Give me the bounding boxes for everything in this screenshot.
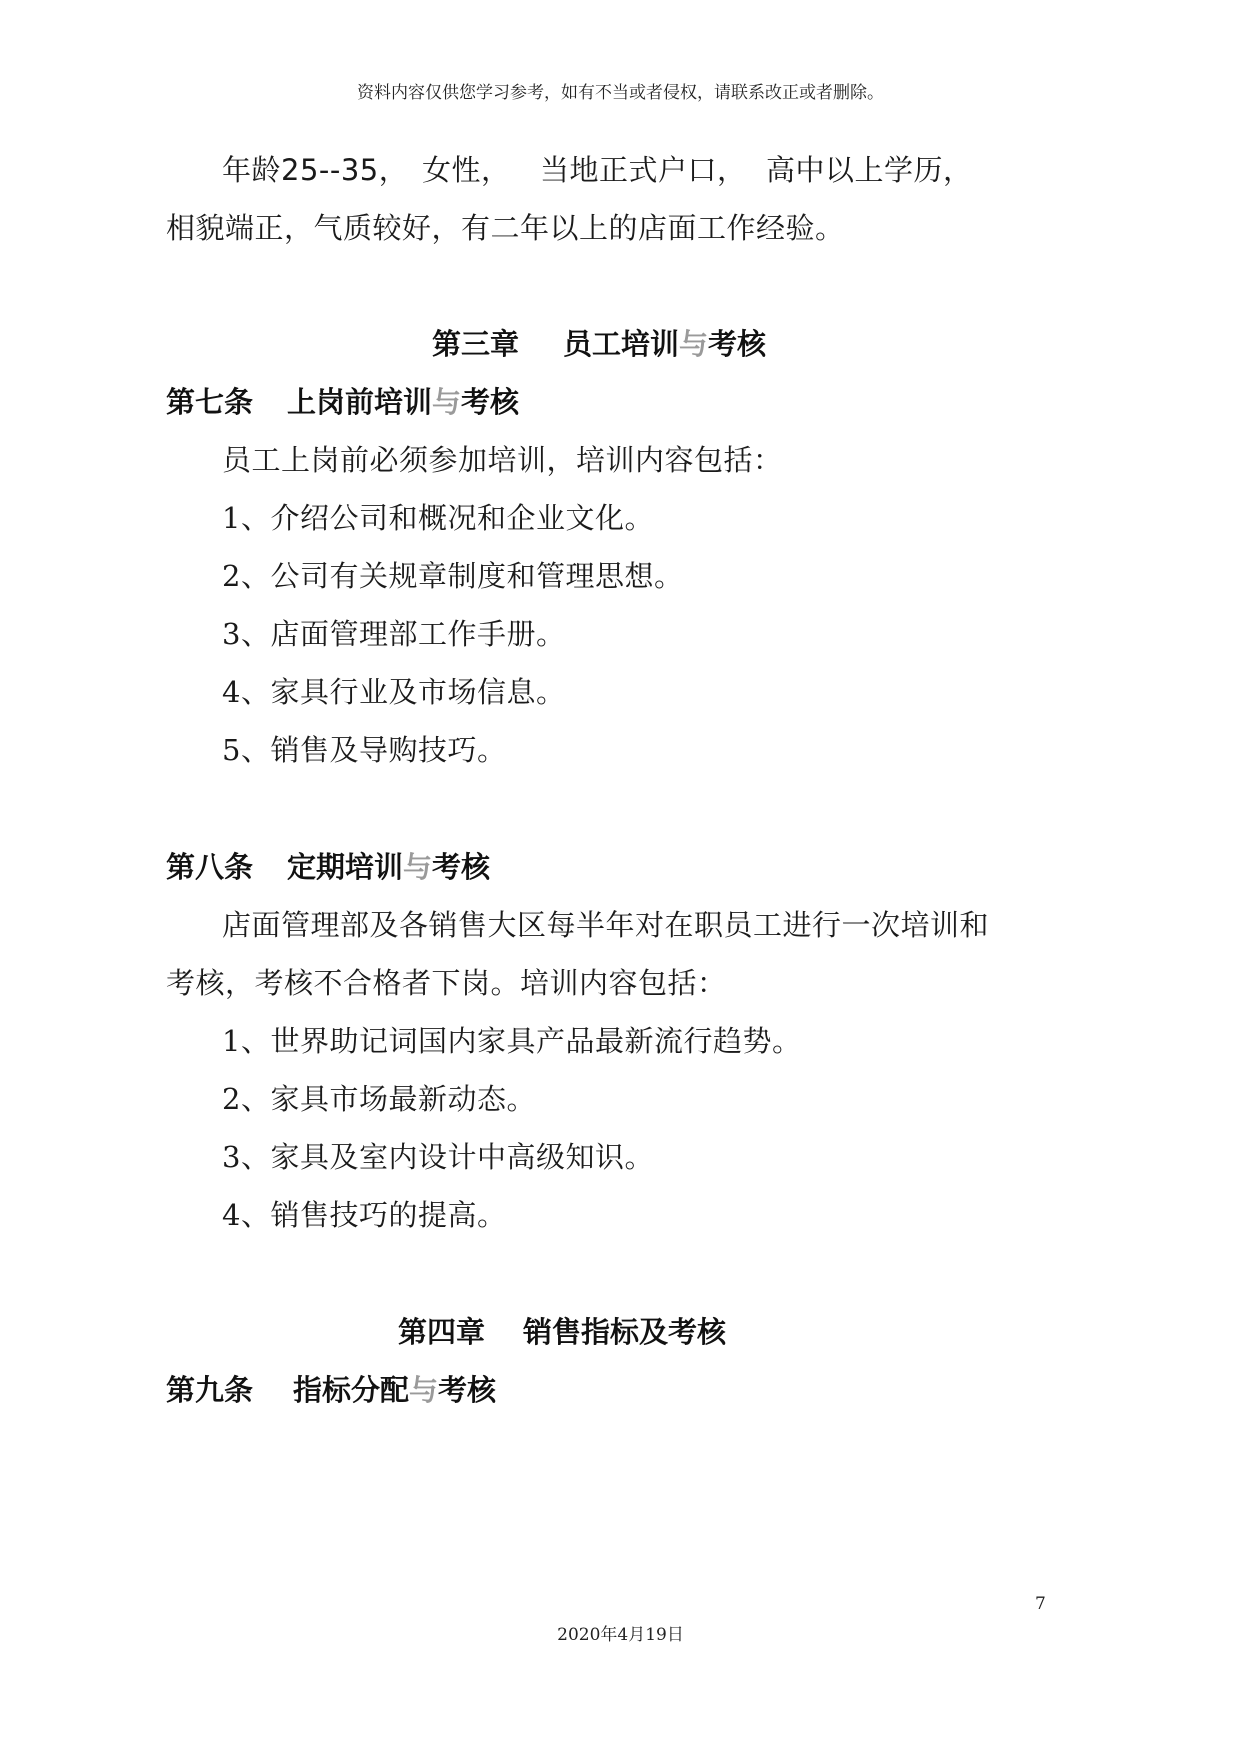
list-item: 1、介绍公司和概况和企业文化。: [222, 501, 654, 535]
intro-hukou: 当地正式户口，: [540, 153, 747, 187]
article-8-lead-2: 考核，考核不合格者下岗。培训内容包括：: [166, 966, 727, 1000]
article-7-number: 第七条: [166, 385, 254, 419]
article-7-heading: [166, 380, 519, 421]
intro-line-2: 相貌端正，气质较好，有二年以上的店面工作经验。: [166, 211, 845, 245]
chapter-4-title: 销售指标及考核: [523, 1315, 727, 1349]
footer-date: 2020年4月19日: [557, 1625, 684, 1645]
list-item: 1、世界助记词国内家具产品最新流行趋势。: [222, 1024, 802, 1058]
article-8-heading: [166, 845, 490, 886]
article-9-title: 指标分配与考核: [293, 1373, 497, 1407]
intro-age: 年龄25--35，: [222, 153, 409, 187]
page-header: 资料内容仅供您学习参考，如有不当或者侵权，请联系改正或者删除。: [357, 83, 884, 103]
list-item: 4、家具行业及市场信息。: [222, 675, 566, 709]
article-8-number: 第八条: [166, 850, 254, 884]
article-7-title: 上岗前培训与考核: [287, 385, 520, 419]
article-9-heading: [166, 1368, 496, 1409]
chapter-4-heading: [398, 1310, 726, 1351]
list-item: 3、家具及室内设计中高级知识。: [222, 1140, 654, 1174]
intro-education: 高中以上学历，: [766, 153, 973, 187]
list-item: 2、公司有关规章制度和管理思想。: [222, 559, 684, 593]
chapter-3-number: 第三章: [432, 327, 520, 361]
article-7-lead: 员工上岗前必须参加培训，培训内容包括：: [222, 443, 783, 477]
article-9-number: 第九条: [166, 1373, 254, 1407]
chapter-3-title: 员工培训与考核: [563, 327, 767, 361]
chapter-3-heading: [432, 322, 766, 363]
article-8-title: 定期培训与考核: [287, 850, 491, 884]
chapter-4-number: 第四章: [398, 1315, 486, 1349]
list-item: 5、销售及导购技巧。: [222, 733, 507, 767]
intro-gender: 女性，: [422, 153, 511, 187]
list-item: 2、家具市场最新动态。: [222, 1082, 536, 1116]
page-number: 7: [1035, 1594, 1046, 1614]
intro-line-1: [222, 148, 408, 189]
list-item: 4、销售技巧的提高。: [222, 1198, 507, 1232]
list-item: 3、店面管理部工作手册。: [222, 617, 566, 651]
article-8-lead-1: 店面管理部及各销售大区每半年对在职员工进行一次培训和: [222, 908, 990, 942]
